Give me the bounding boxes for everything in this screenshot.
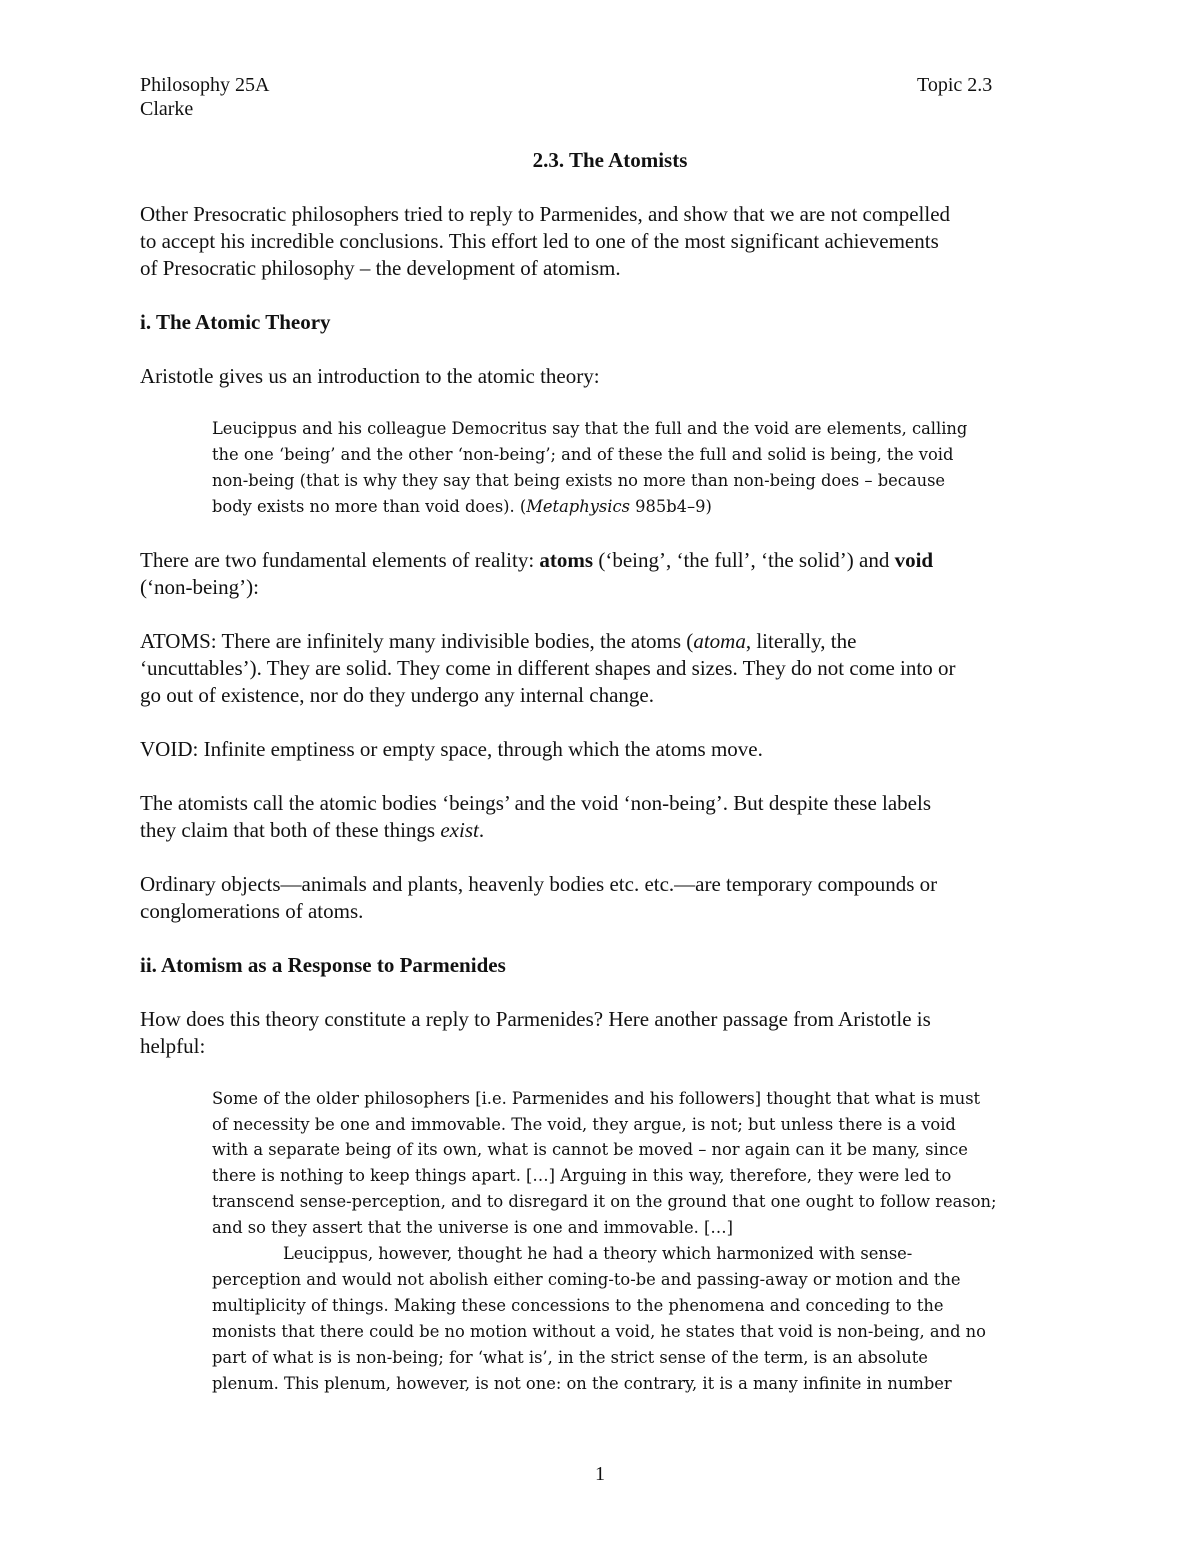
document-title: 2.3. The Atomists <box>532 148 688 172</box>
bold-term: atoms <box>539 547 594 572</box>
text-segment: . <box>478 817 485 842</box>
paragraph <box>140 871 1080 925</box>
paragraph <box>140 736 1080 763</box>
text-line <box>140 817 1080 844</box>
text-line <box>212 494 1080 520</box>
text-line: helpful: <box>140 1033 206 1058</box>
italic-term: Metaphysics <box>526 496 630 516</box>
text-line: VOID: Infinite emptiness or empty space, through which the atoms move. <box>140 736 763 761</box>
paragraph <box>140 363 1080 390</box>
italic-term: exist <box>440 817 479 842</box>
text-line: monists that there could be no motion without a void, he states that void is non-being, and no <box>212 1321 986 1341</box>
text-line <box>140 628 1080 655</box>
text-line <box>140 547 1080 574</box>
text-line: Leucippus and his colleague Democritus say that the full and the void are elements, calling <box>212 419 968 438</box>
content-blocks <box>140 201 1080 1397</box>
text-line: Leucippus, however, thought he had a theory which harmonized with sense- <box>283 1244 913 1264</box>
text-segment: body exists no more than void does). ( <box>212 496 527 516</box>
text-segment: 985b4–9) <box>629 496 712 516</box>
italic-term: atoma <box>693 628 746 653</box>
text-line: (‘non-being’): <box>140 574 259 599</box>
paragraph <box>140 790 1080 844</box>
text-line: multiplicity of things. Making these concessions to the phenomena and conceding to the <box>212 1295 944 1315</box>
text-line: conglomerations of atoms. <box>140 898 364 923</box>
text-line: The atomists call the atomic bodies ‘beings’ and the void ‘non-being’. But despite these labels <box>140 790 931 815</box>
text-line: plenum. This plenum, however, is not one: on the contrary, it is a many infinite in number <box>212 1373 952 1393</box>
text-line: part of what is is non-being; for ‘what is’, in the strict sense of the term, is an absolute <box>212 1347 928 1367</box>
text-line: ‘uncuttables’). They are solid. They come in different shapes and sizes. They do not come into or <box>140 655 956 680</box>
text-line: and so they assert that the universe is one and immovable. […] <box>212 1218 733 1238</box>
instructor-name: Clarke <box>140 98 194 120</box>
section-heading <box>140 309 1080 336</box>
text-line: of Presocratic philosophy – the development of atomism. <box>140 256 621 280</box>
block-quote <box>212 416 1080 520</box>
text-line: there is nothing to keep things apart. […] Arguing in this way, therefore, they were led to <box>212 1166 952 1186</box>
text-line: non-being (that is why they say that being exists no more than non-being does – because <box>212 470 946 490</box>
text-segment: ATOMS: There are infinitely many indivisible bodies, the atoms ( <box>140 628 694 653</box>
text-line: Ordinary objects—animals and plants, heavenly bodies etc. etc.—are temporary compounds or <box>140 871 938 896</box>
document-body <box>140 147 1080 1424</box>
text-line: ii. Atomism as a Response to Parmenides <box>140 952 506 977</box>
paragraph <box>140 547 1080 601</box>
paragraph <box>140 628 1080 709</box>
text-line: go out of existence, nor do they undergo any internal change. <box>140 682 654 707</box>
text-line: Aristotle gives us an introduction to the atomic theory: <box>140 364 600 388</box>
text-line: to accept his incredible conclusions. This effort led to one of the most significant achievements <box>140 229 939 253</box>
text-line: with a separate being of its own, what is cannot be moved – nor again can it be many, since <box>212 1140 968 1160</box>
text-segment: There are two fundamental elements of reality: <box>140 547 540 572</box>
text-line: of necessity be one and immovable. The void, they argue, is not; but unless there is a void <box>212 1114 956 1134</box>
paragraph <box>140 201 1080 282</box>
page-number: 1 <box>595 1463 605 1485</box>
bold-term: void <box>894 547 934 572</box>
text-line: Some of the older philosophers [i.e. Parmenides and his followers] thought that what is must <box>212 1088 981 1108</box>
text-line: the one ‘being’ and the other ‘non-being’; and of these the full and solid is being, the void <box>212 444 954 464</box>
section-heading <box>140 952 1080 979</box>
text-line: perception and would not abolish either coming-to-be and passing-away or motion and the <box>212 1269 961 1289</box>
text-segment: , literally, the <box>745 628 857 653</box>
text-line: How does this theory constitute a reply to Parmenides? Here another passage from Aristotle is <box>140 1006 931 1031</box>
text-segment: they claim that both of these things <box>140 817 441 842</box>
text-line: Other Presocratic philosophers tried to reply to Parmenides, and show that we are not compelled <box>140 202 951 226</box>
topic-label: Topic 2.3 <box>917 74 993 96</box>
course-name: Philosophy 25A <box>140 74 270 96</box>
text-line: i. The Atomic Theory <box>140 310 331 334</box>
block-quote <box>212 1086 1080 1397</box>
paragraph <box>140 1006 1080 1060</box>
text-line: transcend sense-perception, and to disregard it on the ground that one ought to follow reason; <box>212 1192 997 1212</box>
text-segment: (‘being’, ‘the full’, ‘the solid’) and <box>593 547 895 572</box>
